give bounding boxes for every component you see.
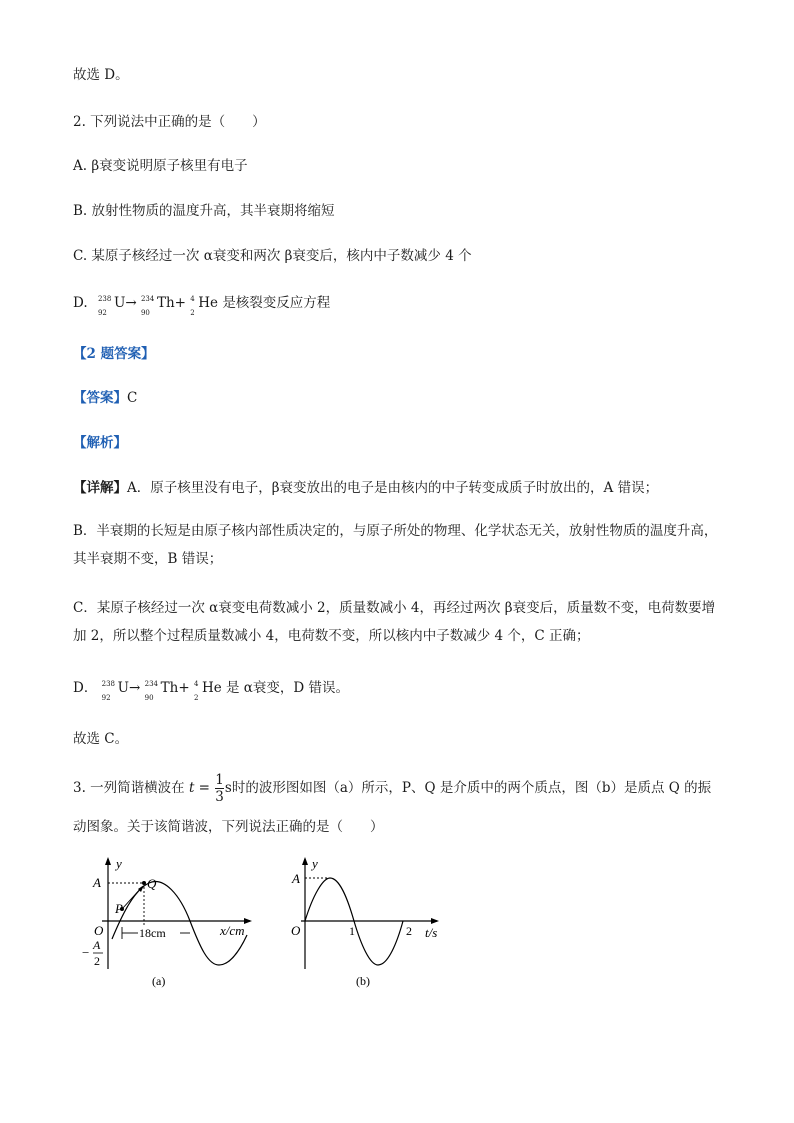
question-3-stem-line1: 3. 一列简谐横波在 t = $\frac{1}{3}$ s时的波形图如图（a）所示，P、Q 是介质中的两个质点，图（b）是质点 Q 的振 (73, 772, 712, 805)
answer-label: 【答案】 (73, 390, 127, 406)
fig-a-x-label: x/cm (220, 923, 245, 938)
option-d-suffix: 是核裂变反应方程 (222, 295, 331, 311)
figure-a (82, 855, 272, 995)
fig-a-q-label: Q (147, 876, 157, 891)
fig-b-tick-1: 1 (349, 924, 355, 938)
question-2-stem: 2. 下列说法中正确的是（ ） (73, 114, 266, 130)
option-d-prefix: D. (73, 295, 88, 311)
fig-a-origin: O (94, 923, 104, 938)
fig-a-y-label: y (116, 856, 122, 871)
detail-d-helium: 4 2 He (193, 679, 222, 702)
fig-b-caption: (b) (356, 974, 370, 988)
figure-a-svg (82, 855, 272, 995)
fig-a-neg-a: A (93, 938, 101, 952)
fig-b-x-label: t/s (425, 925, 438, 940)
fig-b-y-label: y (312, 856, 318, 871)
question-2-option-d (73, 294, 331, 317)
fig-b-y-arrow (302, 857, 308, 865)
detail-d-thorium: 234 90 Th+ (144, 679, 190, 702)
fraction: $\frac{1}{3}$ (215, 772, 224, 805)
analysis-label: 【解析】 (73, 435, 127, 451)
fig-b-a-label: A (292, 871, 300, 886)
fig-a-neg-sign: − (82, 945, 90, 960)
answer-section-title: 【2 题答案】 (73, 346, 155, 362)
fig-b-origin: O (291, 923, 301, 938)
answer-line (73, 389, 137, 407)
detail-c: C．某原子核经过一次 α衰变电荷数减小 2，质量数减小 4，再经过两次 β衰变后，质量数不变，电荷数要增加 2，所以整个过程质量数减小 4，电荷数不变，所以核内中子数减少 4 个，C 正确； (73, 600, 716, 644)
fig-a-two: 2 (94, 954, 100, 968)
fig-a-distance: 18cm (139, 926, 166, 940)
detail-label: 【详解】 (73, 480, 127, 496)
question-2-option-b: B. 放射性物质的温度升高，其半衰期将缩短 (73, 203, 335, 219)
previous-answer-line: 故选 D。 (73, 67, 129, 83)
detail-b: B．半衰期的长短是由原子核内部性质决定的，与原子所处的物理、化学状态无关，放射性物质的温度升高，其半衰期不变，B 错误； (73, 523, 718, 567)
fig-a-pq-arrow (122, 887, 142, 909)
final-choice: 故选 C。 (73, 731, 129, 747)
answer-value: C (127, 390, 138, 406)
detail-d: D． 238 92 U→ 234 90 Th+ 4 2 He 是 α衰变，D 错误。 (73, 679, 350, 702)
question-2-option-c: C. 某原子核经过一次 α衰变和两次 β衰变后，核内中子数减少 4 个 (73, 248, 472, 264)
detail-a: 【详解】A．原子核里没有电子，β衰变放出的电子是由核内的中子转变成质子时放出的，A 错误； (73, 480, 659, 496)
figure-b-svg (285, 855, 450, 995)
nuclide-thorium: 234 90 Th+ (140, 294, 186, 317)
fig-a-y-arrow (105, 857, 111, 865)
figure-b (285, 855, 450, 995)
detail-d-uranium: 238 92 U→ (101, 679, 141, 702)
fig-a-x-arrow (244, 918, 252, 924)
fig-b-tick-2: 2 (406, 924, 412, 938)
fig-a-a-label: A (93, 875, 101, 890)
fig-a-caption: (a) (152, 974, 166, 988)
nuclide-uranium: 238 92 U→ (97, 294, 137, 317)
question-2-option-a: A. β衰变说明原子核里有电子 (73, 158, 248, 174)
fig-b-x-arrow (431, 918, 439, 924)
fig-a-p-label: P (115, 901, 123, 916)
fig-a-point-q (142, 881, 146, 885)
question-3-stem-line2: 动图象。关于该简谐波，下列说法正确的是（ ） (73, 819, 384, 835)
nuclide-helium: 4 2 He (190, 294, 219, 317)
